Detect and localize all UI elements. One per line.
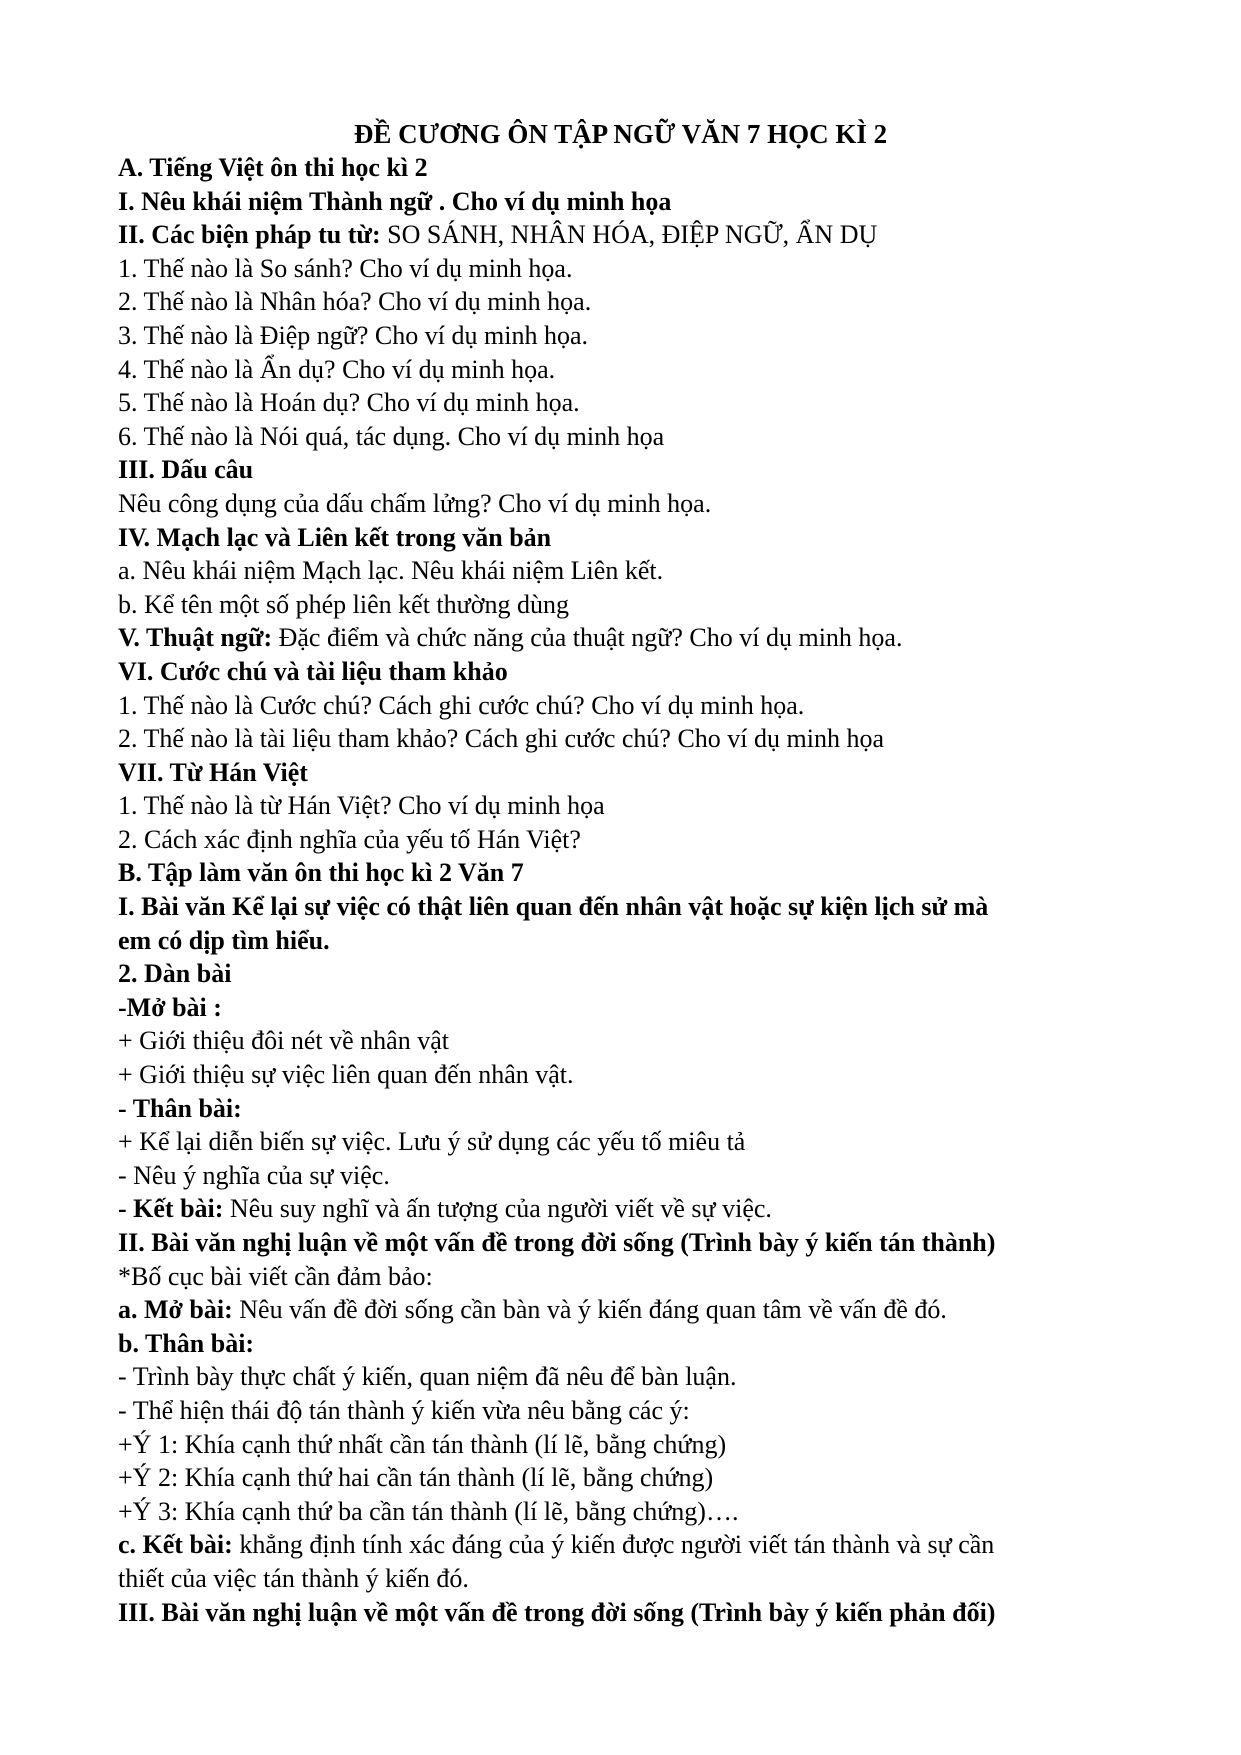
paragraph-text: Nêu vấn đề đời sống cần bàn và ý kiến đáng quan tâm về vấn đề đó. [232,1295,947,1325]
paragraph: 6. Thế nào là Nói quá, tác dụng. Cho ví dụ minh họa [118,421,665,451]
paragraph-label: a. Mở bài: [118,1295,233,1325]
paragraph: 3. Thế nào là Điệp ngữ? Cho ví dụ minh họa. [118,320,588,350]
section-heading: - Thân bài: [118,1093,242,1123]
paragraph-text: Đặc điểm và chức năng của thuật ngữ? Cho ví dụ minh họa. [272,623,903,653]
labeled-paragraph [118,218,1128,252]
section-heading: III. Dấu câu [118,455,254,485]
section-heading: A. Tiếng Việt ôn thi học kì 2 [118,153,428,182]
paragraph: +Ý 3: Khía cạnh thứ ba cần tán thành (lí lẽ, bằng chứng)…. [118,1496,739,1526]
paragraph: - Trình bày thực chất ý kiến, quan niệm đã nêu để bàn luận. [118,1362,737,1392]
section-heading: I. Nêu khái niệm Thành ngữ . Cho ví dụ minh họa [118,186,672,216]
paragraph: + Giới thiệu sự việc liên quan đến nhân vật. [118,1060,574,1090]
paragraph: 4. Thế nào là Ẩn dụ? Cho ví dụ minh họa. [118,354,556,384]
paragraph: a. Nêu khái niệm Mạch lạc. Nêu khái niệm Liên kết. [118,556,664,586]
paragraph-label: V. Thuật ngữ: [118,623,273,653]
paragraph: 1. Thế nào là So sánh? Cho ví dụ minh họa. [118,253,573,283]
document-body [118,151,1128,1629]
paragraph: +Ý 2: Khía cạnh thứ hai cần tán thành (lí lẽ, bằng chứng) [118,1463,714,1493]
labeled-paragraph [118,621,1128,655]
paragraph: + Giới thiệu đôi nét về nhân vật [118,1026,449,1056]
paragraph: Nêu công dụng của dấu chấm lửng? Cho ví dụ minh họa. [118,488,712,518]
paragraph: - Thể hiện thái độ tán thành ý kiến vừa nêu bằng các ý: [118,1395,690,1425]
paragraph: thiết của việc tán thành ý kiến đó. [118,1563,469,1593]
section-heading: B. Tập làm văn ôn thi học kì 2 Văn 7 [118,858,524,888]
paragraph-text: SO SÁNH, NHÂN HÓA, ĐIỆP NGỮ, ẨN DỤ [380,220,878,250]
labeled-paragraph [118,1293,1128,1327]
section-heading: I. Bài văn Kể lại sự việc có thật liên quan đến nhân vật hoặc sự kiện lịch sử mà [118,892,989,922]
paragraph-label: c. Kết bài: [118,1530,233,1560]
paragraph: - Nêu ý nghĩa của sự việc. [118,1160,390,1190]
paragraph: 2. Thế nào là tài liệu tham khảo? Cách ghi cước chú? Cho ví dụ minh họa [118,724,884,754]
section-heading: VI. Cước chú và tài liệu tham khảo [118,656,508,686]
paragraph: *Bố cục bài viết cần đảm bảo: [118,1261,433,1291]
paragraph: +Ý 1: Khía cạnh thứ nhất cần tán thành (lí lẽ, bằng chứng) [118,1429,727,1459]
section-heading: VII. Từ Hán Việt [118,757,308,787]
paragraph-label: - Kết bài: [118,1194,224,1224]
paragraph: 2. Cách xác định nghĩa của yếu tố Hán Việt? [118,824,581,854]
paragraph: 1. Thế nào là từ Hán Việt? Cho ví dụ minh họa [118,791,605,821]
section-heading: em có dịp tìm hiểu. [118,925,330,955]
document-title: ĐỀ CƯƠNG ÔN TẬP NGỮ VĂN 7 HỌC KÌ 2 [353,119,888,149]
section-heading: III. Bài văn nghị luận về một vấn đề trong đời sống (Trình bày ý kiến phản đối) [118,1597,996,1627]
section-heading: -Mở bài : [118,992,222,1022]
labeled-paragraph [118,1192,1128,1226]
labeled-paragraph [118,1528,1128,1562]
paragraph-label: II. Các biện pháp tu từ: [118,220,381,250]
section-heading: 2. Dàn bài [118,959,232,989]
section-heading: IV. Mạch lạc và Liên kết trong văn bản [118,522,552,552]
paragraph-text: Nêu suy nghĩ và ấn tượng của người viết về sự việc. [223,1194,772,1224]
paragraph: + Kể lại diễn biến sự việc. Lưu ý sử dụng các yếu tố miêu tả [118,1127,746,1157]
section-heading: II. Bài văn nghị luận về một vấn đề trong đời sống (Trình bày ý kiến tán thành) [118,1228,996,1257]
paragraph: 2. Thế nào là Nhân hóa? Cho ví dụ minh họa. [118,287,592,317]
paragraph: 5. Thế nào là Hoán dụ? Cho ví dụ minh họa. [118,388,580,418]
paragraph-text: khẳng định tính xác đáng của ý kiến được người viết tán thành và sự cần [232,1530,995,1560]
section-heading: b. Thân bài: [118,1328,255,1358]
paragraph: 1. Thế nào là Cước chú? Cách ghi cước chú? Cho ví dụ minh họa. [118,690,805,720]
paragraph: b. Kể tên một số phép liên kết thường dùng [118,589,570,619]
